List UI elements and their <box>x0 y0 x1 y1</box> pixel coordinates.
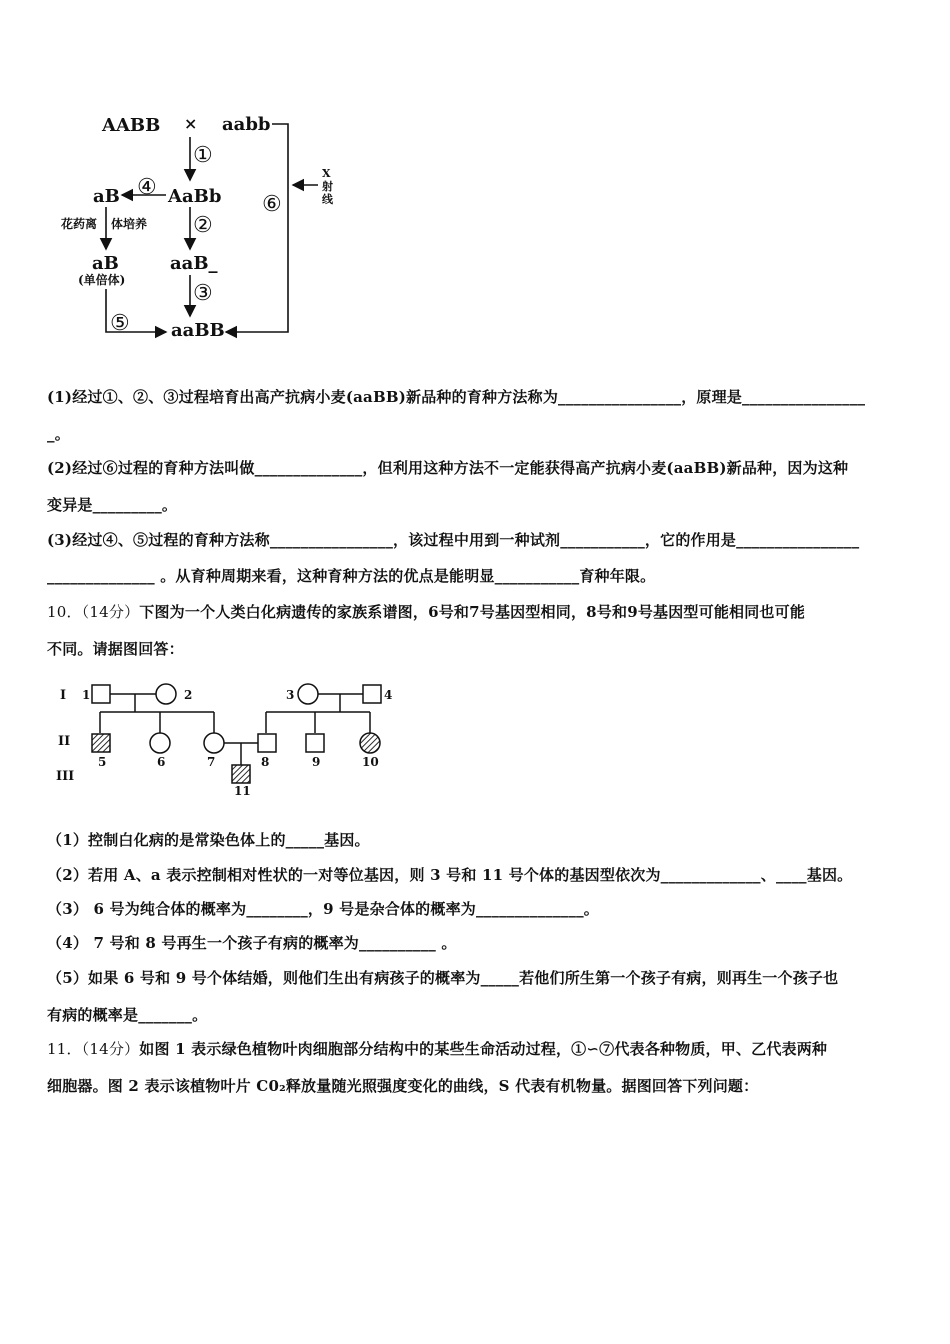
q9-line-2: _。 <box>47 425 70 443</box>
selected-genotype: aaB_ <box>170 253 218 274</box>
label-11: 11 <box>234 784 251 798</box>
q10-intro-line-2: 不同。请据图回答： <box>47 640 184 658</box>
label-9: 9 <box>312 755 321 769</box>
individual-9-male <box>306 734 324 752</box>
individual-3-female <box>298 684 318 704</box>
target-genotype: aaBB <box>171 320 225 341</box>
q10-question-4: （4） 7 号和 8 号再生一个孩子有病的概率为__________ 。 <box>47 934 457 952</box>
anther-label-left: 花药离 <box>61 217 98 231</box>
parent2-genotype: aabb <box>222 114 271 135</box>
q10-question-3: （3） 6 号为纯合体的概率为________，9 号是杂合体的概率为______________。 <box>47 900 599 918</box>
generation-label-I: I <box>60 688 67 703</box>
individual-5-affected-male <box>92 734 110 752</box>
f1-genotype: AaBb <box>168 186 222 207</box>
cross-symbol: × <box>184 114 198 133</box>
generation-label-II: II <box>58 734 71 749</box>
individual-10-affected-female <box>360 733 380 753</box>
haploid-note: (单倍体) <box>78 273 126 287</box>
individual-11-affected-male <box>232 765 250 783</box>
q10-question-5-cont: 有病的概率是_______。 <box>47 1006 208 1024</box>
label-10: 10 <box>362 755 379 769</box>
q9-line-6: ______________ 。从育种周期来看，这种育种方法的优点是能明显___________育种年限。 <box>47 567 656 585</box>
q10-question-1: （1）控制白化病的是常染色体上的_____基因。 <box>47 831 370 849</box>
xray-label-2: 线 <box>322 193 333 206</box>
q9-line-4: 变异是_________。 <box>47 496 178 514</box>
gamete-genotype: aB <box>93 186 120 207</box>
q10-number: 10．（14分） <box>47 603 140 621</box>
label-6: 6 <box>157 755 166 769</box>
pedigree-chart <box>0 670 420 805</box>
haploid-genotype: aB <box>92 253 119 274</box>
label-7: 7 <box>207 755 216 769</box>
xray-label-1: 射 <box>322 180 333 193</box>
q11-text-1: 如图 1 表示绿色植物叶肉细胞部分结构中的某些生命活动过程，①∽⑦代表各种物质，甲、乙代表两种 <box>139 1040 828 1058</box>
step-1: ① <box>193 143 213 168</box>
generation-label-III: III <box>56 769 75 784</box>
q10-question-2: （2）若用 A、a 表示控制相对性状的一对等位基因，则 3 号和 11 号个体的基因型依次为_____________、____基因。 <box>47 866 853 884</box>
step-6: ⑥ <box>262 192 282 217</box>
individual-8-male <box>258 734 276 752</box>
label-1: 1 <box>82 688 91 702</box>
individual-1-male <box>92 685 110 703</box>
q11-number: 11．（14分） <box>47 1040 140 1058</box>
individual-2-female <box>156 684 176 704</box>
individual-6-female <box>150 733 170 753</box>
q10-question-5: （5）如果 6 号和 9 号个体结婚，则他们生出有病孩子的概率为_____若他们所生第一个孩子有病，则再生一个孩子也 <box>47 969 839 987</box>
step-4: ④ <box>137 175 157 200</box>
label-2: 2 <box>184 688 193 702</box>
xray-label-x: X <box>322 167 331 180</box>
q10-intro-text: 下图为一个人类白化病遗传的家族系谱图，6号和7号基因型相同，8号和9号基因型可能相同也可能 <box>139 603 806 621</box>
label-5: 5 <box>98 755 107 769</box>
label-3: 3 <box>286 688 295 702</box>
anther-label-right: 体培养 <box>111 217 148 231</box>
q10-intro-line-1 <box>47 601 805 622</box>
q9-line-1: (1)经过①、②、③过程培育出高产抗病小麦(aaBB)新品种的育种方法称为________________，原理是________________ <box>47 388 866 406</box>
q11-line-2: 细胞器。图 2 表示该植物叶片 C0₂释放量随光照强度变化的曲线，S 代表有机物量。据图回答下列问题： <box>47 1077 759 1095</box>
individual-4-male <box>363 685 381 703</box>
step-5: ⑤ <box>110 311 130 336</box>
arrow-step6 <box>226 124 288 332</box>
step-2: ② <box>193 213 213 238</box>
q11-line-1 <box>47 1038 827 1059</box>
individual-7-female <box>204 733 224 753</box>
q9-line-3: (2)经过⑥过程的育种方法叫做______________，但利用这种方法不一定能获得高产抗病小麦(aaBB)新品种，因为这种 <box>47 459 849 477</box>
label-4: 4 <box>384 688 393 702</box>
parent1-genotype: AABB <box>102 115 161 136</box>
label-8: 8 <box>261 755 270 769</box>
breeding-diagram <box>0 0 400 360</box>
step-3: ③ <box>193 281 213 306</box>
q9-line-5: (3)经过④、⑤过程的育种方法称________________，该过程中用到一种试剂___________，它的作用是________________ <box>47 531 860 549</box>
